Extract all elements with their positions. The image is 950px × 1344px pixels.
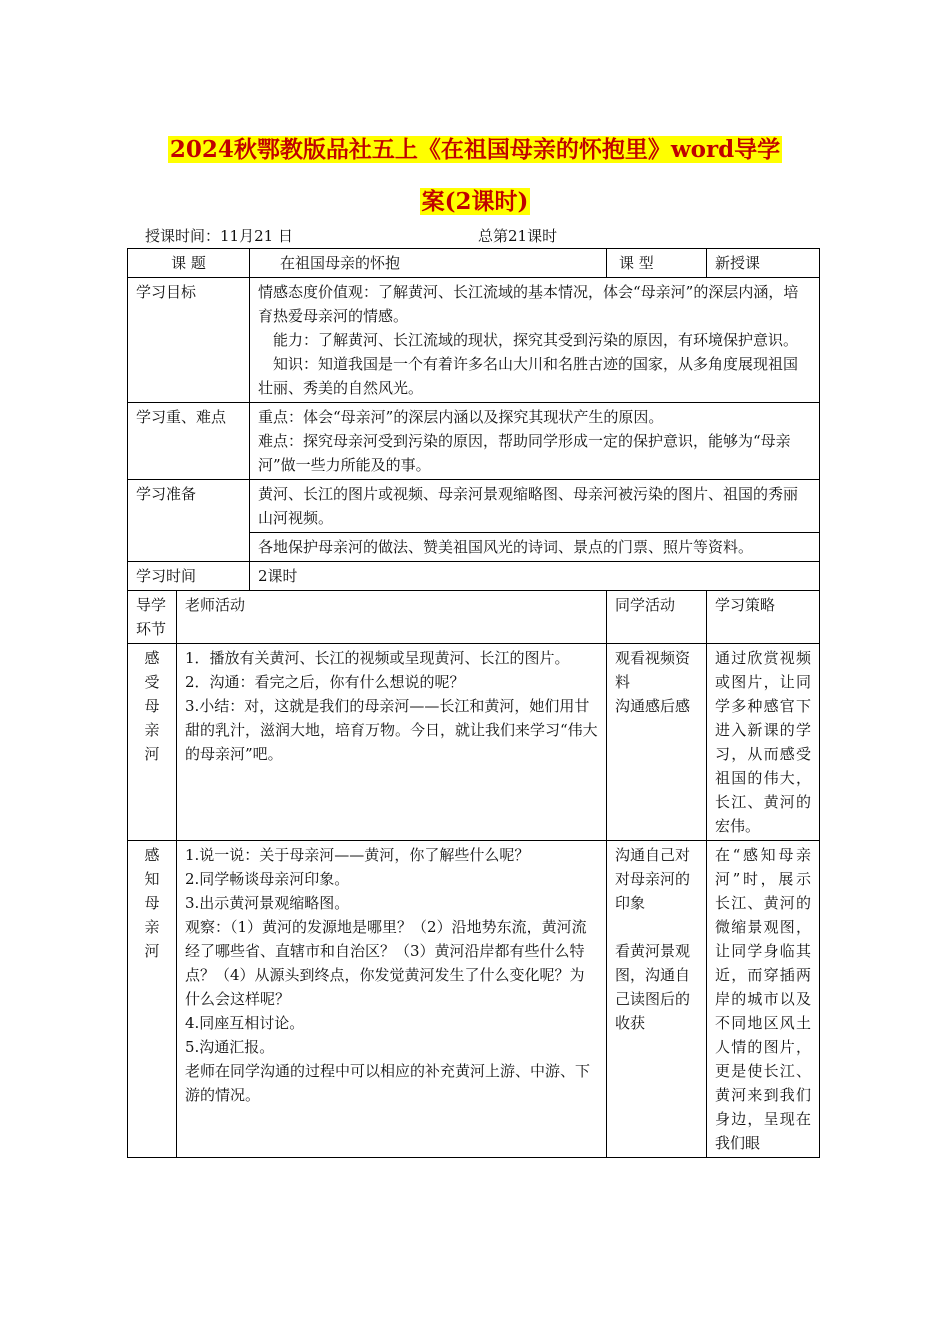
topic-label: 课 题: [128, 249, 250, 278]
teacher-activity-feel: 1．播放有关黄河、长江的视频或呈现黄河、长江的图片。 2．沟通：看完之后，你有什么想说的呢？ 3.小结：对，这就是我们的母亲河——长江和黄河，她们用甘甜的乳汁，滋润大地，培育万物。今日，就让我们来学习“伟大的母亲河”吧。: [177, 644, 607, 841]
document-title-line-2: 案(2课时): [421, 188, 529, 215]
topic-row: [128, 249, 820, 278]
prep-row-1: [128, 480, 820, 533]
student-activity-feel: 观看视频资料 沟通感后感: [607, 644, 707, 841]
type-label: 课 型: [607, 249, 707, 278]
time-label: 学习时间: [128, 562, 250, 591]
header-strategy: 学习策略: [707, 591, 820, 644]
goal-knowledge: 知识：知道我国是一个有着许多名山大川和名胜古迹的国家，从多角度展现祖国壮丽、秀美的自然风光。: [258, 355, 799, 397]
goals-content: [250, 278, 820, 403]
goals-label: 学习目标: [128, 278, 250, 403]
goals-row: [128, 278, 820, 403]
stage-perceive-river: 感 知 母 亲 河: [128, 841, 177, 1158]
teacher-activity-perceive: 1.说一说：关于母亲河——黄河，你了解些什么呢？ 2.同学畅谈母亲河印象。 3.出示黄河景观缩略图。 观察：（1）黄河的发源地是哪里？（2）沿地势东流，黄河流经了哪些省、直辖市和自治区？（3）黄河沿岸都有些什么特点？（4）从源头到终点，你发觉黄河发生了什么变化呢？为什么会这样呢？ 4.同座互相讨论。 5.沟通汇报。 老师在同学沟通的过程中可以相应的补充黄河上游、中游、下游的情况。: [177, 841, 607, 1158]
key-points-row: [128, 403, 820, 480]
key-points-content: [250, 403, 820, 480]
prep-label: 学习准备: [128, 480, 250, 562]
lesson-period-count: 总第21课时: [478, 227, 558, 245]
key-point-focus: 重点：体会“母亲河”的深层内涵以及探究其现状产生的原因。: [258, 408, 664, 426]
lesson-date: 授课时间：11月21 日: [145, 227, 293, 245]
lesson-plan-table: [127, 248, 820, 1158]
activity-header-row: [128, 591, 820, 644]
goal-ability: 能力：了解黄河、长江流域的现状，探究其受到污染的原因，有环境保护意识。: [273, 331, 799, 349]
topic-value: 在祖国母亲的怀抱: [250, 249, 607, 278]
header-student: 同学活动: [607, 591, 707, 644]
time-value: 2课时: [250, 562, 820, 591]
stage-feel-river: 感 受 母 亲 河: [128, 644, 177, 841]
document-title-line-1: 2024秋鄂教版品社五上《在祖国母亲的怀抱里》word导学: [169, 136, 781, 163]
student-activity-perceive: 沟通自己对对母亲河的印象 看黄河景观图，沟通自己读图后的收获: [607, 841, 707, 1158]
header-stage: 导学环节: [128, 591, 177, 644]
key-points-label: 学习重、难点: [128, 403, 250, 480]
activity-row-feel: [128, 644, 820, 841]
goal-emotion: 情感态度价值观：了解黄河、长江流域的基本情况，体会“母亲河”的深层内涵，培育热爱母亲河的情感。: [258, 283, 799, 325]
key-point-difficulty: 难点：探究母亲河受到污染的原因，帮助同学形成一定的保护意识，能够为“母亲河”做一些力所能及的事。: [258, 432, 791, 474]
strategy-feel: 通过欣赏视频或图片，让同学多种感官下进入新课的学习，从而感受祖国的伟大，长江、黄河的宏伟。: [707, 644, 820, 841]
prep-item-1: 黄河、长江的图片或视频、母亲河景观缩略图、母亲河被污染的图片、祖国的秀丽山河视频。: [250, 480, 820, 533]
time-row: [128, 562, 820, 591]
header-teacher: 老师活动: [177, 591, 607, 644]
activity-row-perceive: [128, 841, 820, 1158]
strategy-perceive: 在“感知母亲河”时，展示长江、黄河的微缩景观图，让同学身临其近，而穿插两岸的城市以及不同地区风土人情的图片，更是使长江、黄河来到我们身边，呈现在我们眼: [707, 841, 820, 1158]
type-value: 新授课: [707, 249, 820, 278]
prep-item-2: 各地保护母亲河的做法、赞美祖国风光的诗词、景点的门票、照片等资料。: [250, 533, 820, 562]
